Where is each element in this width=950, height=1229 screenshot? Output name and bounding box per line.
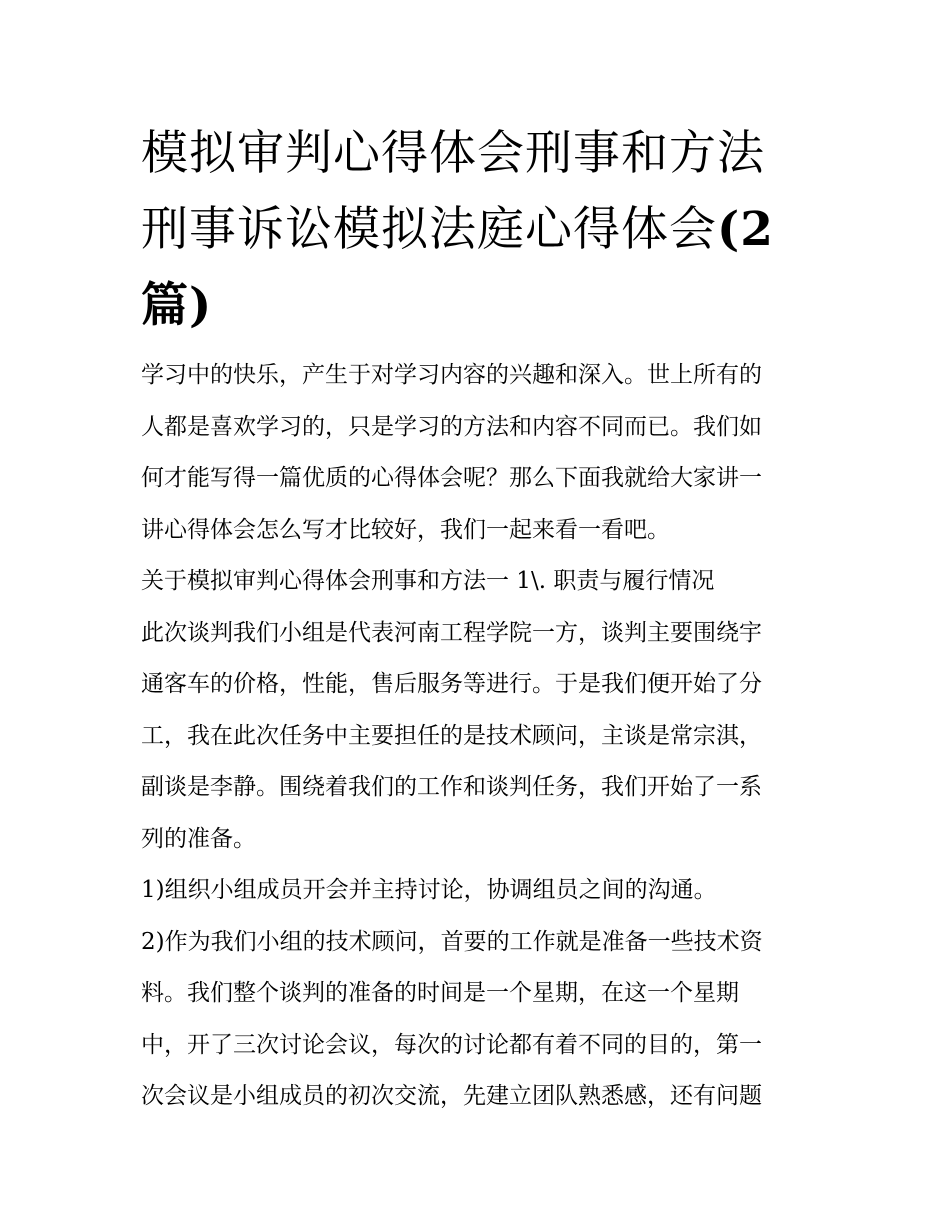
title-line-1: 模拟审判心得体会刑事和方法	[141, 126, 765, 181]
document-content	[141, 116, 816, 1123]
paragraph-line: 工，我在此次任务中主要担任的是技术顾问，主谈是常宗淇，	[141, 722, 762, 749]
paragraph-line: 次会议是小组成员的初次交流，先建立团队熟悉感，还有问题	[141, 1083, 762, 1109]
paragraph-line: 2)作为我们小组的技术顾问，首要的工作就是准备一些技术资	[141, 928, 763, 955]
paragraph-line: 中，开了三次讨论会议，每次的讨论都有着不同的目的，第一	[141, 1031, 762, 1058]
title-line-3: 篇)	[141, 278, 213, 333]
title-line-2-text: 刑事诉讼模拟法庭心得体会	[141, 202, 717, 257]
paragraph-intro	[141, 350, 816, 556]
paragraph-line: 1)组织小组成员开会并主持讨论，协调组员之间的沟通。	[141, 877, 717, 903]
document-body	[141, 350, 816, 1123]
paragraph-line: 副谈是李静。围绕着我们的工作和谈判任务，我们开始了一系	[141, 774, 762, 800]
title-line-2	[141, 192, 816, 268]
paragraph-line: 人都是喜欢学习的，只是学习的方法和内容不同而已。我们如	[141, 413, 762, 440]
paragraph-negotiation	[141, 608, 816, 866]
list-item-2	[141, 917, 816, 1123]
paragraph-line: 通客车的价格，性能，售后服务等进行。于是我们便开始了分	[141, 671, 762, 697]
section-heading-text: 关于模拟审判心得体会刑事和方法一 1\. 职责与履行情况	[141, 568, 715, 594]
paragraph-line: 此次谈判我们小组是代表河南工程学院一方，谈判主要围绕宇	[141, 619, 762, 646]
list-item-1	[141, 865, 816, 917]
paragraph-line: 列的准备。	[141, 825, 256, 852]
section-heading	[141, 556, 816, 608]
paragraph-line: 讲心得体会怎么写才比较好，我们一起来看一看吧。	[141, 516, 670, 543]
document-title	[141, 116, 816, 344]
paragraph-line: 何才能写得一篇优质的心得体会呢？那么下面我就给大家讲一	[141, 465, 762, 491]
paragraph-line: 料。我们整个谈判的准备的时间是一个星期，在这一个星期	[141, 980, 739, 1006]
title-suffix: (2	[717, 202, 774, 257]
paragraph-line: 学习中的快乐，产生于对学习内容的兴趣和深入。世上所有的	[141, 362, 762, 388]
